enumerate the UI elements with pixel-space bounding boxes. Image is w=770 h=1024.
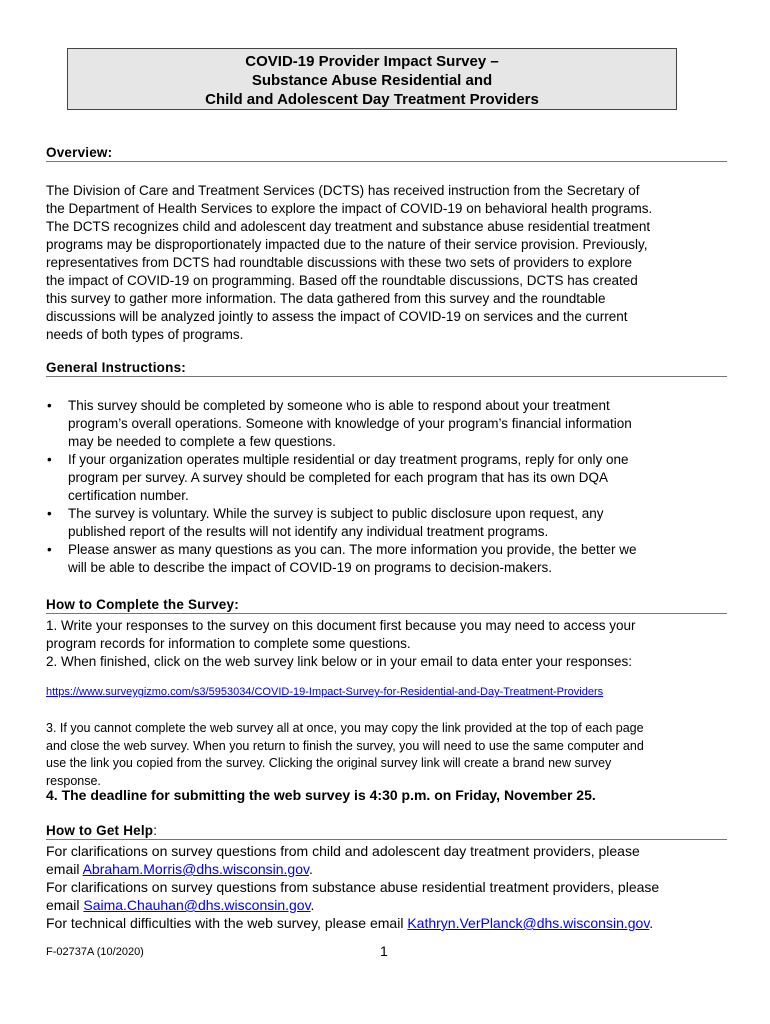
overview-line: representatives from DCTS had roundtable discussions with these two sets of providers to explore [46, 255, 633, 270]
help-heading-colon: : [153, 823, 158, 838]
title-box [67, 48, 677, 110]
list-item [46, 451, 637, 505]
overview-line: needs of both types of programs. [46, 327, 244, 342]
title-line-2: Substance Abuse Residential and [251, 72, 493, 89]
page-number: 1 [380, 943, 388, 959]
deadline-text: 4. The deadline for submitting the web survey is 4:30 p.m. on Friday, November 25. [46, 787, 596, 803]
survey-link[interactable]: https://www.surveygizmo.com/s3/5953034/COVID-19-Impact-Survey-for-Residential-and-Day-Treatment-Providers [46, 686, 604, 698]
title-line-3: Child and Adolescent Day Treatment Providers [205, 91, 539, 108]
help-line: For clarifications on survey questions from substance abuse residential treatment providers, please [46, 879, 660, 895]
help-line-text: For technical difficulties with the web survey, please email [46, 915, 408, 931]
list-item-line: certification number. [68, 488, 189, 503]
list-item-line: may be needed to complete a few questions. [68, 434, 336, 449]
period: . [649, 915, 654, 931]
overview-line: programs may be disproportionately impacted due to the nature of their service provision. Previously, [46, 237, 648, 252]
list-item-line: The survey is voluntary. While the survey is subject to public disclosure upon request, any [68, 506, 604, 521]
help-line [46, 896, 659, 914]
step-3-line: use the link you copied from the survey. Clicking the original survey link will create a brand new survey [46, 756, 612, 770]
step-3-paragraph [46, 720, 644, 790]
help-line: For clarifications on survey questions from child and adolescent day treatment providers, please [46, 843, 640, 859]
overview-line: The DCTS recognizes child and adolescent day treatment and substance abuse residential treatment [46, 219, 651, 234]
bullet-icon: • [47, 398, 52, 413]
list-item [46, 541, 637, 577]
list-item-line: program per survey. A survey should be completed for each program that has its own DQA [68, 470, 609, 485]
period: . [310, 897, 315, 913]
instructions-list [46, 397, 637, 577]
list-item [46, 505, 637, 541]
instructions-heading: General Instructions: [46, 360, 727, 377]
help-heading [46, 823, 727, 840]
step-3-line: response. [46, 773, 101, 788]
period: . [308, 861, 313, 877]
help-heading-text: How to Get Help [46, 823, 154, 838]
list-item-line: This survey should be completed by someone who is able to respond about your treatment [68, 398, 610, 413]
step-line: program records for information to complete some questions. [46, 636, 411, 651]
overview-paragraph [46, 182, 652, 344]
overview-line: the Department of Health Services to explore the impact of COVID-19 on behavioral health programs. [46, 201, 653, 216]
list-item-line: published report of the results will not identify any individual treatment programs. [68, 524, 549, 539]
bullet-icon: • [47, 506, 52, 521]
email-prefix: email [46, 861, 83, 877]
overview-line: the impact of COVID-19 on programming. Based off the roundtable discussions, DCTS has created [46, 273, 638, 288]
bullet-icon: • [47, 542, 52, 557]
list-item-line: Please answer as many questions as you can. The more information you provide, the better we [68, 542, 637, 557]
step-3-line: 3. If you cannot complete the web survey all at once, you may copy the link provided at the top of each page [46, 721, 644, 735]
help-line [46, 914, 659, 932]
list-item-line: will be able to describe the impact of COVID-19 on programs to decision-makers. [68, 560, 552, 575]
bullet-icon: • [47, 452, 52, 467]
step-line: 2. When finished, click on the web survey link below or in your email to data enter your responses: [46, 654, 633, 669]
how-to-complete-heading: How to Complete the Survey: [46, 597, 727, 614]
title-line-1: COVID-19 Provider Impact Survey – [245, 53, 499, 70]
overview-line: discussions will be analyzed jointly to assess the impact of COVID-19 on services and the current [46, 309, 628, 324]
email-link-morris[interactable]: Abraham.Morris@dhs.wisconsin.gov [82, 861, 309, 877]
help-paragraph [46, 842, 659, 932]
how-to-complete-steps [46, 617, 636, 671]
email-link-chauhan[interactable]: Saima.Chauhan@dhs.wisconsin.gov [83, 897, 311, 913]
form-number: F-02737A (10/2020) [46, 946, 144, 958]
overview-heading: Overview: [46, 145, 727, 162]
list-item [46, 397, 637, 451]
list-item-line: If your organization operates multiple residential or day treatment programs, reply for only one [68, 452, 629, 467]
email-link-verplanck[interactable]: Kathryn.VerPlanck@dhs.wisconsin.gov [407, 915, 650, 931]
overview-line: this survey to gather more information. The data gathered from this survey and the roundtable [46, 291, 606, 306]
help-line [46, 860, 659, 878]
step-line: 1. Write your responses to the survey on this document first because you may need to access your [46, 618, 636, 633]
list-item-line: program’s overall operations. Someone with knowledge of your program’s financial information [68, 416, 632, 431]
step-3-line: and close the web survey. When you return to finish the survey, you will need to use the same computer and [46, 738, 644, 753]
overview-line: The Division of Care and Treatment Services (DCTS) has received instruction from the Secretary of [46, 183, 640, 198]
email-prefix: email [46, 897, 84, 913]
